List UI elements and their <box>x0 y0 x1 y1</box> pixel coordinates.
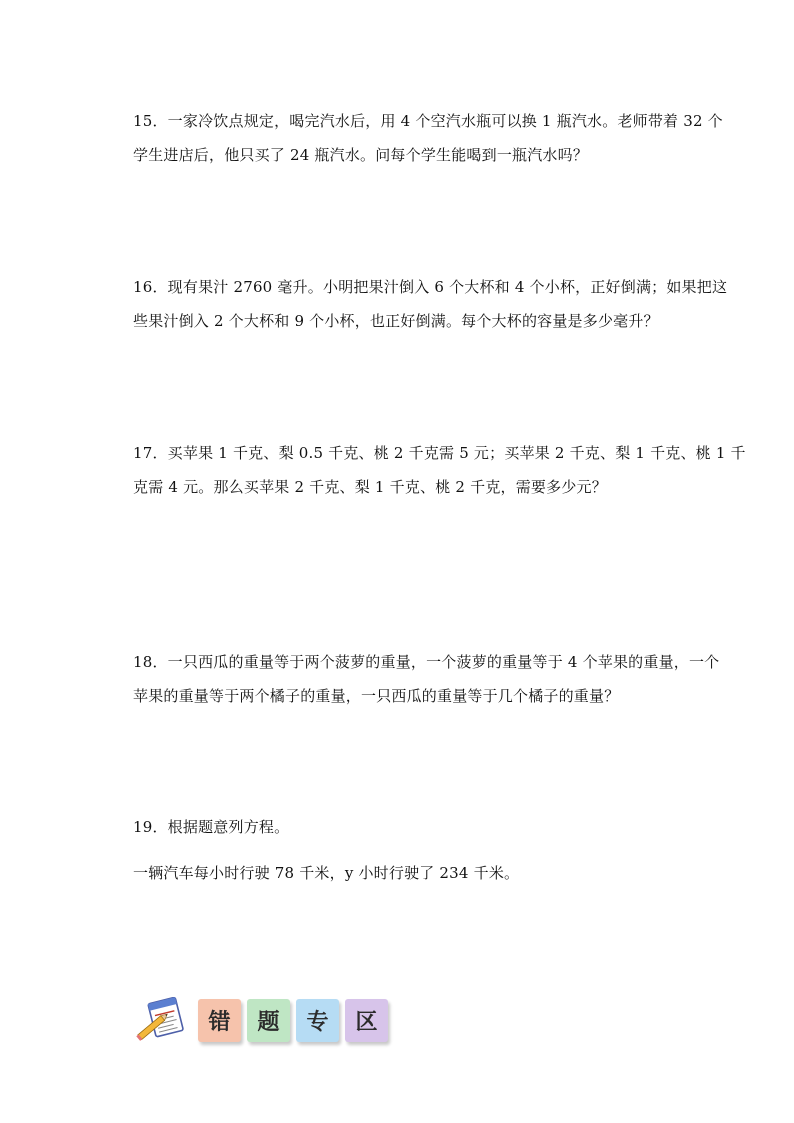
question-15 <box>133 104 723 172</box>
tile-qu: 区 <box>345 999 388 1042</box>
question-line: 苹果的重量等于两个橘子的重量，一只西瓜的重量等于几个橘子的重量？ <box>133 687 620 705</box>
question-18 <box>133 645 720 713</box>
notebook-pencil-icon <box>134 997 186 1043</box>
question-line: 17．买苹果 1 千克、梨 0.5 千克、桃 2 千克需 5 元；买苹果 2 千克、梨 1 千克、桃 1 千 <box>133 444 746 462</box>
mistake-zone-banner <box>134 997 394 1043</box>
tile-cuo: 错 <box>198 999 241 1042</box>
question-line: 19．根据题意列方程。 <box>133 818 290 836</box>
question-16 <box>133 270 728 338</box>
question-line: 16．现有果汁 2760 毫升。小明把果汁倒入 6 个大杯和 4 个小杯，正好倒满；如果把这 <box>133 278 728 296</box>
question-17 <box>133 436 746 504</box>
tile-zhuan: 专 <box>296 999 339 1042</box>
tile-ti: 题 <box>247 999 290 1042</box>
question-line: 学生进店后，他只买了 24 瓶汽水。问每个学生能喝到一瓶汽水吗？ <box>133 146 589 164</box>
question-line: 15．一家冷饮点规定，喝完汽水后，用 4 个空汽水瓶可以换 1 瓶汽水。老师带着 32 个 <box>133 112 723 130</box>
question-subtext: 一辆汽车每小时行驶 78 千米，y 小时行驶了 234 千米。 <box>133 864 520 882</box>
question-line: 些果汁倒入 2 个大杯和 9 个小杯，也正好倒满。每个大杯的容量是多少毫升？ <box>133 312 659 330</box>
question-line: 克需 4 元。那么买苹果 2 千克、梨 1 千克、桃 2 千克，需要多少元？ <box>133 478 607 496</box>
question-19 <box>133 810 663 890</box>
question-line: 18．一只西瓜的重量等于两个菠萝的重量，一个菠萝的重量等于 4 个苹果的重量，一个 <box>133 653 720 671</box>
